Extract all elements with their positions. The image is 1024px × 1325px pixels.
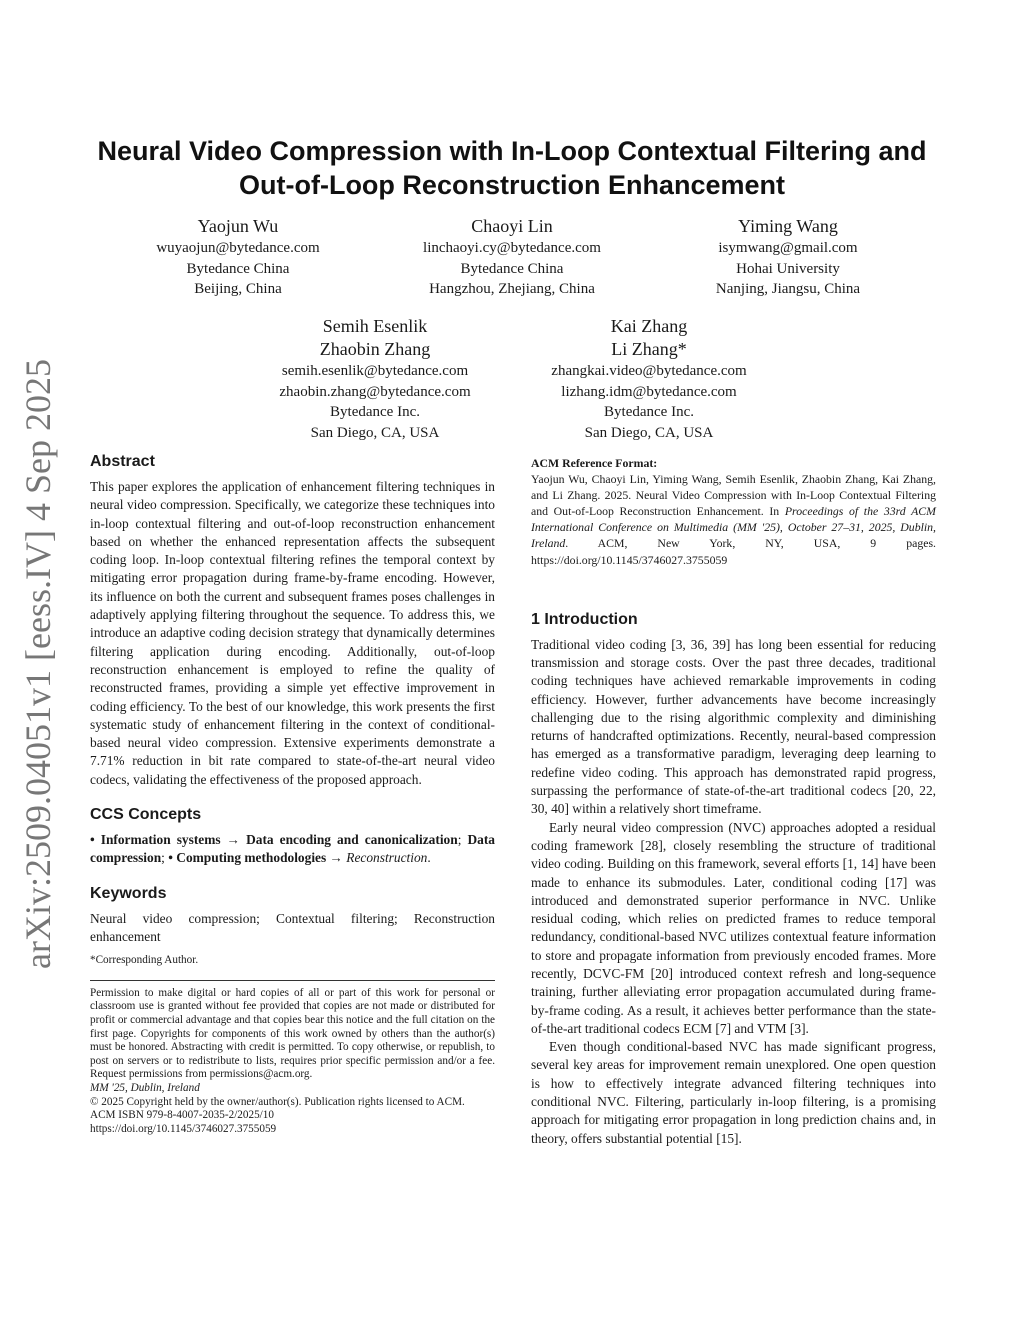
abstract-heading: Abstract — [90, 453, 155, 470]
author-block-3 — [688, 215, 888, 300]
ccs-term: • Information systems → Data encoding and canonicalization — [90, 832, 458, 848]
author-block-5 — [538, 315, 760, 443]
author-name: Chaoyi Lin — [471, 216, 553, 236]
ccs-term: • Computing methodologies → — [168, 850, 347, 866]
author-email: zhaobin.zhang@bytedance.com — [279, 383, 471, 400]
footnote: *Corresponding Author. — [90, 954, 199, 967]
left-column — [90, 452, 495, 1136]
introduction-heading: 1 Introduction — [531, 610, 638, 628]
author-block-1 — [138, 215, 338, 300]
author-location: San Diego, CA, USA — [310, 424, 440, 441]
author-affiliation: Bytedance China — [460, 260, 564, 277]
author-name: Kai Zhang — [610, 316, 688, 336]
acm-reference-authors: Yaojun Wu, Chaoyi Lin, Yiming Wang, Semih Esenlik, Zhaobin Zhang, Kai Zhang, and Li Zhang. 2025. Neural Video Compression with In-Loop Contextual Filtering and Out-of-Loop Reconstruction Enhancement. In — [531, 472, 936, 519]
author-location: Nanjing, Jiangsu, China — [715, 281, 861, 297]
author-name: Yaojun Wu — [197, 216, 279, 236]
title-line-1: Neural Video Compression with In-Loop Contextual Filtering and — [97, 136, 927, 166]
arxiv-identifier: arXiv:2509.04051v1 [eess.IV] 4 Sep 2025 — [18, 359, 58, 969]
paper-title — [80, 134, 944, 202]
arxiv-side-stamp — [0, 359, 76, 969]
author-block-2 — [402, 215, 622, 300]
author-email: isymwang@gmail.com — [718, 240, 858, 256]
copyright-line: © 2025 Copyright held by the owner/author(s). Publication rights licensed to ACM. — [90, 1095, 465, 1108]
permission-text: Permission to make digital or hard copies of all or part of this work for personal or classroom use is granted without fee provided that copies are not made or distributed for profit or commercial advantage and that copies bear this notice and the full citation on the first page. Copyrights for components of this work owned by others than the author(s) must be honored. Abstracting with credit is permitted. To copy otherwise, or republish, to post on servers or to redistribute to lists, requires prior specific permission and/or a fee. Request permissions from permissions@acm.org. — [90, 986, 495, 1081]
author-email: wuyaojun@bytedance.com — [156, 240, 320, 256]
author-affiliation: Hohai University — [736, 260, 840, 277]
author-affiliation: Bytedance China — [186, 260, 290, 277]
ccs-separator: ; — [457, 832, 468, 848]
author-location: San Diego, CA, USA — [584, 424, 714, 441]
intro-paragraph-1: Traditional video coding [3, 36, 39] has long been essential for reducing transmission and storage costs. Over the past three decades, traditional coding techniques have achieved remarkable improvements in coding efficiency. However, further advancements have become increasingly challenging due to the rising algorithmic complexity and diminishing returns of handcrafted optimizations. Recently, neural-based compression has emerged as a transformative paradigm, leveraging deep learning to redefine video coding. This approach has demonstrated rapid progress, surpassing the performance of state-of-the-art traditional codecs [20, 22, 30, 40] within a relatively short timeframe. — [531, 636, 936, 817]
author-location: Hangzhou, Zhejiang, China — [429, 281, 595, 297]
author-block-4 — [265, 315, 485, 443]
author-email: linchaoyi.cy@bytedance.com — [423, 240, 601, 256]
ccs-concepts — [90, 831, 495, 868]
author-email: zhangkai.video@bytedance.com — [551, 363, 747, 379]
venue-line: MM '25, Dublin, Ireland — [90, 1081, 200, 1094]
author-affiliation: Bytedance Inc. — [604, 404, 694, 420]
abstract-text: This paper explores the application of enhancement filtering techniques in neural video compression. Specifically, we categorize these techniques into in-loop contextual filtering and out-of-loop reconstruction enhancement based on whether the enhanced representation affects the subsequent coding loop. In-loop contextual filtering refines the temporal context by mitigating error propagation during frame-by-frame encoding. However, its influence on both the current and subsequent frames poses challenges in adaptively applying filtering throughout the sequence. To address this, we introduce an adaptive coding decision strategy that dynamically determines filtering application during encoding. Additionally, out-of-loop reconstruction enhancement is employed to refine the quality of reconstructed frames, providing a simple yet effective improvement in coding efficiency. To the best of our knowledge, this work presents the first systematic study of enhancement filtering in the context of conditional-based neural video compression. Extensive experiments demonstrate a 7.71% reduction in bit rate compared to state-of-the-art neural video codecs, validating the effectiveness of the proposed approach. — [90, 479, 495, 787]
ccs-heading: CCS Concepts — [90, 806, 202, 824]
keywords-heading: Keywords — [90, 884, 167, 902]
author-name: Yiming Wang — [738, 216, 838, 236]
permission-block — [90, 987, 495, 1137]
author-location: Beijing, China — [194, 281, 282, 297]
author-email: lizhang.idm@bytedance.com — [561, 383, 737, 400]
author-affiliation: Bytedance Inc. — [330, 404, 420, 420]
author-name: Zhaobin Zhang — [319, 339, 431, 359]
doi-line: https://doi.org/10.1145/3746027.3755059 — [90, 1122, 277, 1135]
ccs-term: Reconstruction — [346, 850, 428, 866]
author-name: Semih Esenlik — [322, 316, 428, 336]
keywords-text: Neural video compression; Contextual filtering; Reconstruction enhancement — [90, 910, 495, 944]
acm-reference-heading: ACM Reference Format: — [531, 456, 658, 470]
intro-paragraph-3: Even though conditional-based NVC has made significant progress, several key areas for improvement remain unexplored. One open question is how to effectively integrate advanced filtering techniques into conditional NVC. Filtering, particularly in-loop filtering, is a promising approach for mitigating error propagation in long prediction chains and, in theory, offers substantial potential [15]. — [531, 1039, 936, 1146]
acm-reference — [531, 455, 936, 568]
acm-reference-proceedings: Proceedings of the 33rd ACM International Conference on Multimedia (MM '25), October 27–31, 2025, Dublin, Ireland — [531, 504, 936, 551]
title-line-2: Out-of-Loop Reconstruction Enhancement — [239, 170, 785, 200]
footnote-divider — [90, 980, 495, 981]
right-column — [531, 455, 936, 1148]
ccs-term: Data compression — [90, 832, 495, 866]
ccs-end: . — [427, 850, 431, 866]
author-email: semih.esenlik@bytedance.com — [281, 363, 469, 379]
intro-paragraph-2: Early neural video compression (NVC) approaches adopted a residual coding framework [28], closely resembling the structure of traditional video coding. Building on this framework, several efforts [1, 14] have been made to enhance its submodules. Later, conditional coding [17] was introduced and demonstrated superior performance in NVC. Unlike residual coding, which relies on predicted frames to reduce temporal redundancy, conditional-based NVC utilizes contextual feature information to store and propagate information from previously encoded frames. More recently, DCVC-FM [20] introduced context refresh and long-sequence training, further alleviating error propagation accumulated during frame-by-frame coding. As a result, it achieves better performance than the state-of-the-art traditional codecs ECM [7] and VTM [3]. — [531, 819, 936, 1036]
isbn-line: ACM ISBN 979-8-4007-2035-2/2025/10 — [90, 1109, 274, 1122]
author-name: Li Zhang* — [611, 339, 687, 359]
acm-reference-rest: . ACM, New York, NY, USA, 9 pages. https://doi.org/10.1145/3746027.3755059 — [531, 536, 936, 567]
ccs-separator: ; — [161, 850, 169, 866]
